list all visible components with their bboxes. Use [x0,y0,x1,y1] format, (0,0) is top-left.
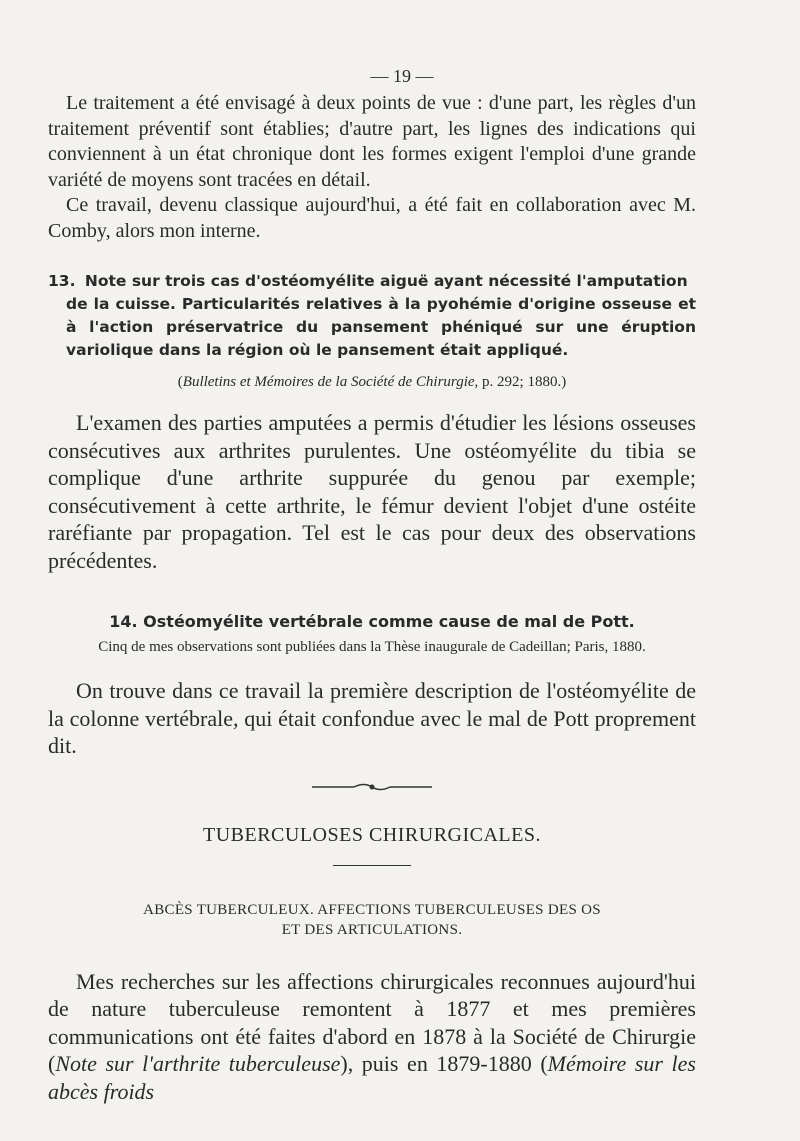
subtitle-line-2: ET DES ARTICULATIONS. [281,921,463,938]
intro-paragraph-1: Le traitement a été envisagé à deux points de vue : d'une part, les règles d'un traitement préventif sont établies; d'autre part, les lignes des indications qui conviennent à un état chronique dont les formes exigent l'emploi d'une grande variété de moyens sont tracées en détail. [48,92,696,191]
ornament-divider [312,780,432,794]
source-open: ( [177,374,183,390]
section-rule [333,865,411,866]
entry-13-title [48,270,696,362]
entry-13-number: 13. [48,272,76,290]
section-body-mid: ), puis en 1879-1880 ( [340,1051,548,1076]
entry-14-note: Cinq de mes observations sont publiées dans la Thèse inaugurale de Cadeillan; Paris, 1880. [98,639,646,655]
section-body-italic-1: Note sur l'arthrite tuberculeuse [55,1051,341,1076]
subtitle-line-1: ABCÈS TUBERCULEUX. AFFECTIONS TUBERCULEUSES DES OS [143,901,601,918]
source-journal: Bulletins et Mémoires de la Société de Chirurgie, [182,374,479,390]
entry-14-title: 14. Ostéomyélite vertébrale comme cause de mal de Pott. [109,612,635,631]
section-body-start: Mes recherches sur les affections chirurgicales reconnues aujourd'hui de nature tuberculeuse remontent à 1877 et mes premières communications ont été faites d'abord en 1878 à la Société de Chirurgie ( [48,968,696,1076]
entry-13-body: L'examen des parties amputées a permis d'étudier les lésions osseuses consécutives aux arthrites purulentes. Une ostéomyélite du tibia se complique d'une arthrite suppurée du genou par exemple; consécutivement à cette arthrite, le fémur devient l'objet d'une ostéite raréfiante par propagation. Tel est le cas pour deux des observations précédentes. [48,410,696,573]
section-title: TUBERCULOSES CHIRURGICALES. [203,823,541,846]
entry-13-title-first: Note sur trois cas d'ostéomyélite aiguë ayant nécessité l'amputation [84,272,688,290]
section-body [48,968,696,1106]
entry-13-source [48,374,696,391]
section-body-italic-2: Mémoire sur les abcès froids [48,1051,696,1104]
intro-paragraph-2: Ce travail, devenu classique aujourd'hui, a été fait en collaboration avec M. Comby, alors mon interne. [48,194,696,242]
page-number: — 19 — [370,66,434,86]
source-details: p. 292; 1880.) [478,374,567,390]
entry-13-title-rest: de la cuisse. Particularités relatives à la pyohémie d'origine osseuse et à l'action préservatrice du pansement phéniqué sur une éruption variolique dans la région où le pansement était appliqué. [66,295,696,359]
section-subtitle [48,900,696,940]
entry-14-body: On trouve dans ce travail la première description de l'ostéomyélite de la colonne vertébrale, qui était confondue avec le mal de Pott proprement dit. [48,678,696,758]
